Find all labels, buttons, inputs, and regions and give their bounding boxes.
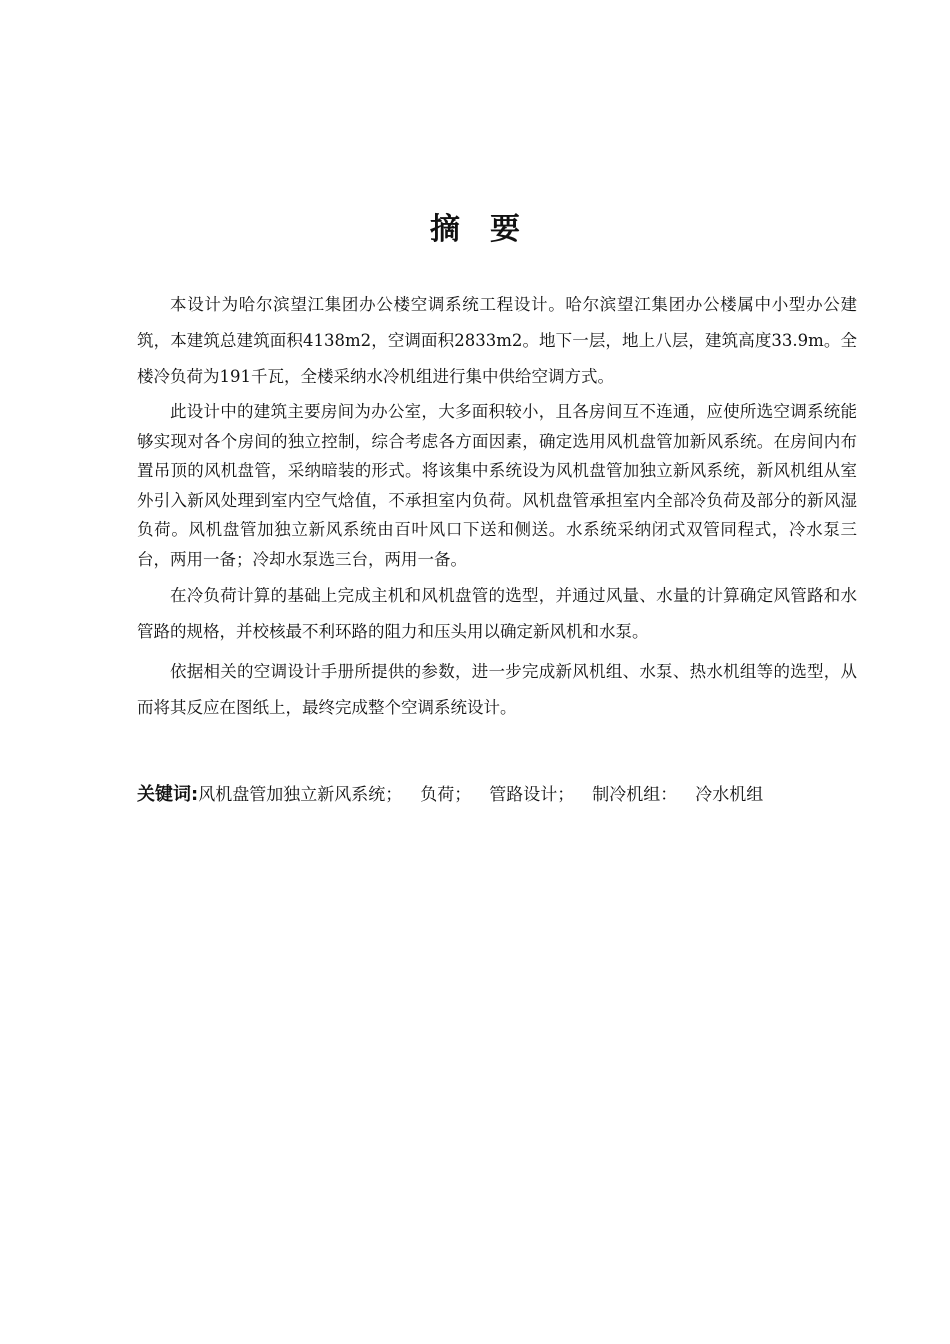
abstract-paragraph-4: 依据相关的空调设计手册所提供的参数，进一步完成新风机组、水泵、热水机组等的选型，从而将其反应在图纸上，最终完成整个空调系统设计。	[137, 662, 857, 717]
keyword-item: 冷水机组	[695, 785, 764, 805]
abstract-paragraph-1: 本设计为哈尔滨望江集团办公楼空调系统工程设计。哈尔滨望江集团办公楼属中小型办公建筑，本建筑总建筑面积4138m2，空调面积2833m2。地下一层，地上八层，建筑高度33.9m。全楼冷负荷为191千瓦，全楼采纳水冷机组进行集中供给空调方式。	[137, 295, 857, 386]
keywords-label: 关键词:	[137, 784, 199, 805]
abstract-title: 摘要	[430, 212, 550, 247]
abstract-body	[137, 287, 857, 726]
keywords-line	[137, 780, 857, 810]
keyword-item: 风机盘管加独立新风系统；	[198, 785, 403, 805]
keyword-item: 负荷；	[420, 785, 472, 805]
abstract-paragraph-2: 此设计中的建筑主要房间为办公室，大多面积较小，且各房间互不连通，应使所选空调系统能够实现对各个房间的独立控制，综合考虑各方面因素，确定选用风机盘管加新风系统。在房间内布置吊顶的风机盘管，采纳暗装的形式。将该集中系统设为风机盘管加独立新风系统，新风机组从室外引入新风处理到室内空气焓值，不承担室内负荷。风机盘管承担室内全部冷负荷及部分的新风湿负荷。风机盘管加独立新风系统由百叶风口下送和侧送。水系统采纳闭式双管同程式，冷水泵三台，两用一备；冷却水泵选三台，两用一备。	[137, 402, 857, 569]
keyword-item: 制冷机组：	[592, 785, 678, 805]
keyword-item: 管路设计；	[489, 785, 575, 805]
abstract-paragraph-3: 在冷负荷计算的基础上完成主机和风机盘管的选型，并通过风量、水量的计算确定风管路和水管路的规格，并校核最不利环路的阻力和压头用以确定新风机和水泵。	[137, 586, 857, 641]
